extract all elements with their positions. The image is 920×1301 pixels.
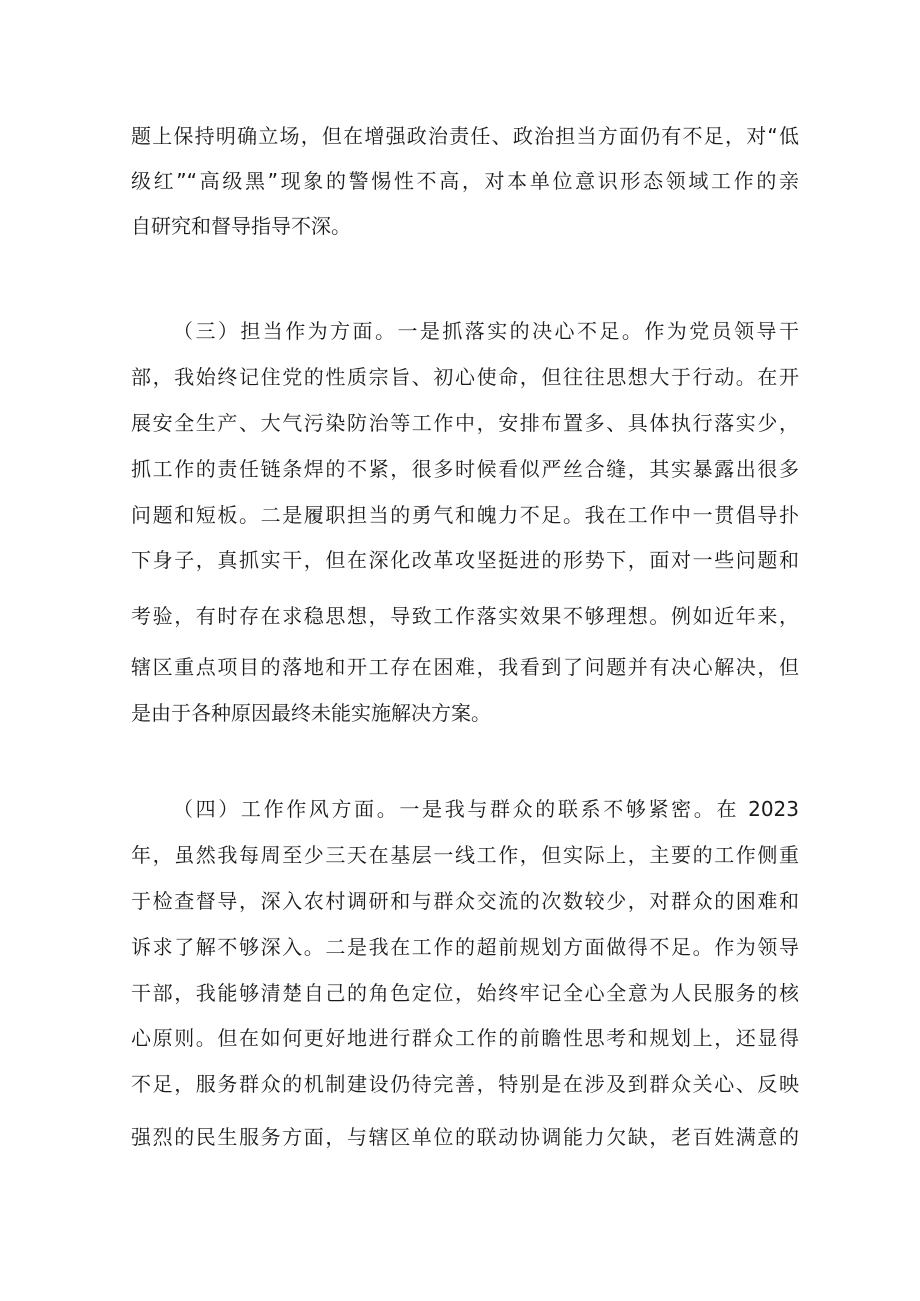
text-line: 于检查督导，深入农村调研和与群众交流的次数较少，对群众的困难和 bbox=[131, 889, 799, 913]
text-line: 心原则。但在如何更好地进行群众工作的前瞻性思考和规划上，还显得 bbox=[131, 1026, 799, 1050]
text-line: 自研究和督导指导不深。 bbox=[131, 214, 351, 238]
text-line: （四）工作作风方面。一是我与群众的联系不够紧密。在 2023 bbox=[173, 797, 799, 821]
text-line: 干部，我能够清楚自己的角色定位，始终牢记全心全意为人民服务的核 bbox=[131, 981, 799, 1005]
text-line: 年，虽然我每周至少三天在基层一线工作，但实际上，主要的工作侧重 bbox=[131, 843, 799, 867]
text-line: 辖区重点项目的落地和开工存在困难，我看到了问题并有决心解决，但 bbox=[131, 655, 799, 679]
text-line: 强烈的民生服务方面，与辖区单位的联动协调能力欠缺，老百姓满意的 bbox=[131, 1125, 799, 1149]
text-line bbox=[131, 1170, 799, 1204]
text-line: 级红”“高级黑”现象的警惕性不高，对本单位意识形态领域工作的亲 bbox=[131, 169, 799, 193]
text-line: 展安全生产、大气污染防治等工作中，安排布置多、具体执行落实少， bbox=[131, 411, 799, 435]
text-line: （三）担当作为方面。一是抓落实的决心不足。作为党员领导干 bbox=[173, 319, 799, 343]
text-line: 下身子，真抓实干，但在深化改革攻坚挺进的形势下，面对一些问题和 bbox=[131, 548, 799, 572]
text-line: 不足，服务群众的机制建设仍待完善，特别是在涉及到群众关心、反映 bbox=[131, 1072, 799, 1096]
text-line: 考验，有时存在求稳思想，导致工作落实效果不够理想。例如近年来， bbox=[131, 604, 799, 628]
text-line: 诉求了解不够深入。二是我在工作的超前规划方面做得不足。作为领导 bbox=[131, 935, 799, 959]
text-line: 问题和短板。二是履职担当的勇气和魄力不足。我在工作中一贯倡导扑 bbox=[131, 503, 799, 527]
text-line: 部，我始终记住党的性质宗旨、初心使命，但往往思想大于行动。在开 bbox=[131, 365, 799, 389]
text-line: 抓工作的责任链条焊的不紧，很多时候看似严丝合缝，其实暴露出很多 bbox=[131, 457, 799, 481]
text-line: 题上保持明确立场，但在增强政治责任、政治担当方面仍有不足，对“低 bbox=[131, 124, 799, 148]
text-line: 是由于各种原因最终未能实施解决方案。 bbox=[131, 701, 491, 725]
